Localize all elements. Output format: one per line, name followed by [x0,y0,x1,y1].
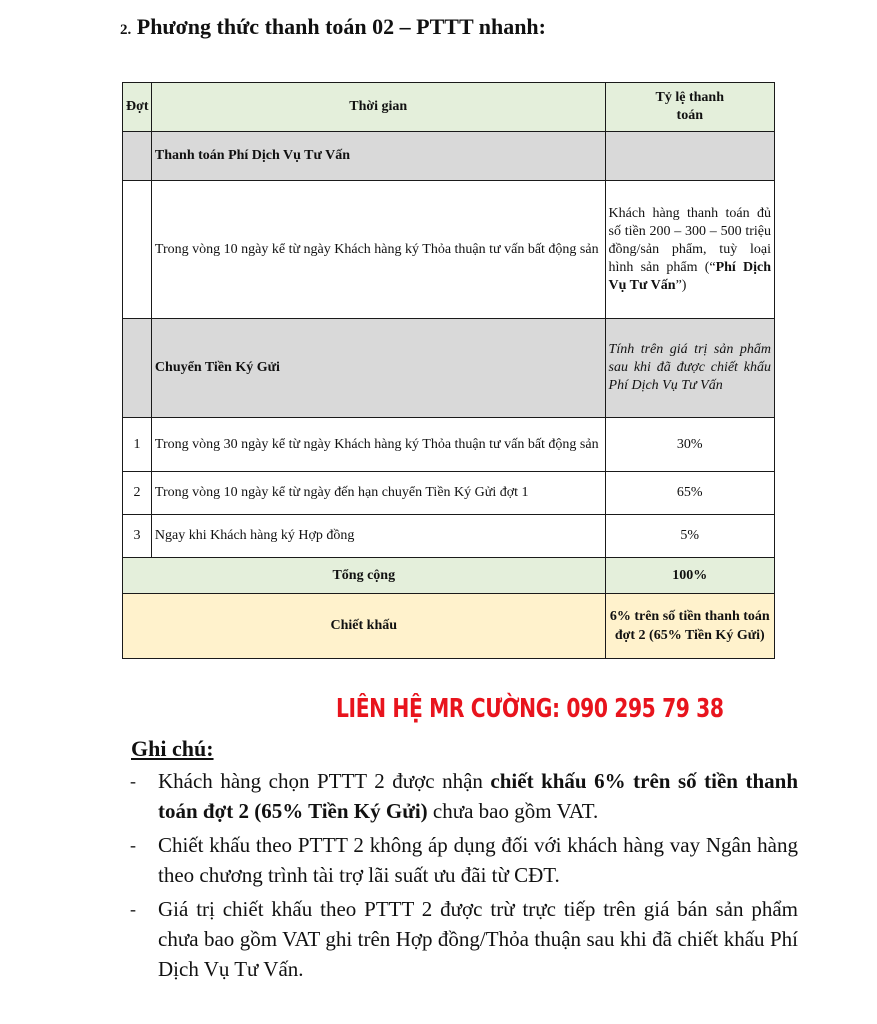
discount-label: Chiết khấu [123,594,606,659]
notes-title: Ghi chú: [131,736,214,761]
row-time: Trong vòng 10 ngày kể từ ngày Khách hàng ký Thỏa thuận tư vấn bất động sản [151,181,605,319]
note-item [130,830,798,890]
bullet-dash: - [130,771,136,791]
note-text: Giá trị chiết khấu theo PTTT 2 được trừ trực tiếp trên giá bán sản phẩm chưa bao gồm VAT ghi trên Hợp đồng/Thỏa thuận sau khi đã chiết khấu Phí Dịch Vụ Tư Vấn. [158,897,798,981]
table-row [123,181,775,319]
bullet-dash: - [130,835,136,855]
row-rate: 30% [605,418,774,472]
row-time: Trong vòng 30 ngày kể từ ngày Khách hàng ký Thỏa thuận tư vấn bất động sản [151,418,605,472]
table-row [123,515,775,558]
row-time: Ngay khi Khách hàng ký Hợp đồng [151,515,605,558]
total-label: Tổng cộng [123,558,606,594]
notes-list [130,766,798,988]
section-row-consulting-fee [123,132,775,181]
row-rate: 65% [605,472,774,515]
total-row [123,558,775,594]
discount-value: 6% trên số tiền thanh toán đợt 2 (65% Tiền Ký Gửi) [605,594,774,659]
note-item [130,766,798,826]
header-time: Thời gian [151,83,605,132]
rate-text: Khách hàng thanh toán đủ số tiền 200 – 300 – 500 triệu đồng/sản phẩm, tuỳ loại hình sản phẩm (“ [608,205,771,275]
contact-banner: LIÊN HỆ MR CƯỜNG: 090 295 79 38 [336,694,724,724]
note-text-end: chưa bao gồm VAT. [427,799,599,823]
note-item [130,894,798,984]
discount-row [123,594,775,659]
row-rate [605,181,774,319]
rate-text-end: ”) [675,277,687,293]
row-time: Trong vòng 10 ngày kể từ ngày đến hạn chuyển Tiền Ký Gửi đợt 1 [151,472,605,515]
rate-text-bold: Phí Dịch Vụ Tư Vấn [608,259,771,293]
note-text: Chiết khấu theo PTTT 2 không áp dụng đối với khách hàng vay Ngân hàng theo chương trình tài trợ lãi suất ưu đãi từ CĐT. [158,833,798,887]
section-title-deposit: Chuyển Tiền Ký Gửi [151,319,605,418]
note-text-bold: chiết khấu 6% trên số tiền thanh toán đợt 2 (65% Tiền Ký Gửi) [158,769,798,823]
section-heading [120,14,546,40]
section-number: 2. [120,22,132,38]
row-rate: 5% [605,515,774,558]
row-dot: 1 [123,418,152,472]
bullet-dash: - [130,899,136,919]
total-value: 100% [605,558,774,594]
row-dot: 2 [123,472,152,515]
section-title: Phương thức thanh toán 02 – PTTT nhanh: [136,14,546,39]
table-row [123,418,775,472]
header-rate-label: Tỷ lệ thanh toán [655,90,724,123]
note-text: Khách hàng chọn PTTT 2 được nhận [158,769,491,793]
section-row-deposit [123,319,775,418]
header-rate [605,83,774,132]
table-row [123,472,775,515]
row-dot: 3 [123,515,152,558]
table-header-row [123,83,775,132]
section-note-deposit: Tính trên giá trị sản phẩm sau khi đã được chiết khấu Phí Dịch Vụ Tư Vấn [605,319,774,418]
payment-schedule-table [122,82,775,659]
header-dot: Đợt [123,83,152,132]
section-title-consulting-fee: Thanh toán Phí Dịch Vụ Tư Vấn [151,132,605,181]
